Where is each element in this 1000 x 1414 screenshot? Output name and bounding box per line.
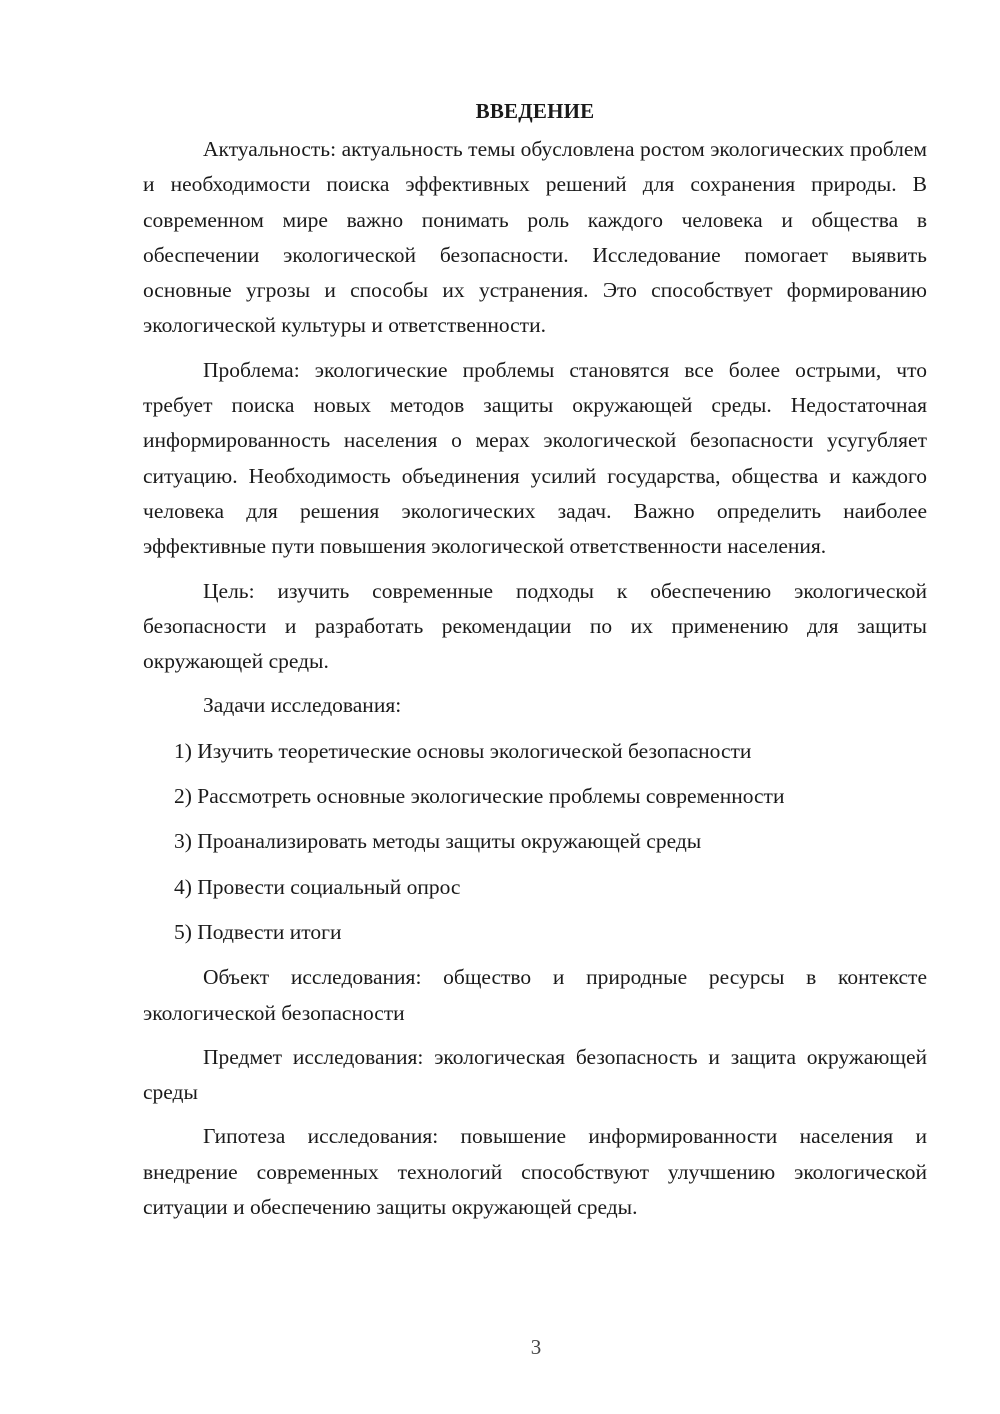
tasks-heading: Задачи исследования:: [203, 693, 402, 718]
task-item: 3) Проанализировать методы защиты окружающей среды: [174, 829, 702, 854]
section-title: ВВЕДЕНИЕ: [475, 99, 595, 123]
task-item: 5) Подвести итоги: [174, 919, 342, 944]
relevance-paragraph: Актуальность: актуальность темы обусловлена ростом экологических проблем и необходимости поиска эффективных решений для сохранения природы. В современном мире важно понимать роль каждого человека и общества в обеспечении экологической безопасности. Исследование помогает выявить основные угрозы и способы их устранения. Это способствует формированию экологической культуры и ответственности.: [143, 137, 927, 338]
object-paragraph: Объект исследования: общество и природные ресурсы в контексте экологической безопасности: [143, 965, 927, 1025]
task-item: 2) Рассмотреть основные экологические проблемы современности: [174, 784, 785, 809]
task-item: 4) Провести социальный опрос: [174, 874, 461, 899]
goal-paragraph: Цель: изучить современные подходы к обеспечению экологической безопасности и разработать рекомендации по их применению для защиты окружающей среды.: [143, 578, 927, 674]
task-item: 1) Изучить теоретические основы экологической безопасности: [174, 738, 752, 763]
page-content: [143, 96, 927, 1234]
tasks-list: [143, 734, 927, 950]
hypothesis-paragraph: Гипотеза исследования: повышение информированности населения и внедрение современных технологий способствуют улучшению экологической ситуации и обеспечению защиты окружающей среды.: [143, 1124, 927, 1220]
subject-paragraph: Предмет исследования: экологическая безопасность и защита окружающей среды: [143, 1044, 927, 1105]
problem-paragraph: Проблема: экологические проблемы становятся все более острыми, что требует поиска новых методов защиты окружающей среды. Недостаточная информированность населения о мерах экологической безопасности усугубляет ситуацию. Необходимость объединения усилий государства, общества и каждого человека для решения экологических задач. Важно определить наиболее эффективные пути повышения экологической ответственности населения.: [143, 357, 927, 559]
page-number: 3: [530, 1335, 542, 1359]
